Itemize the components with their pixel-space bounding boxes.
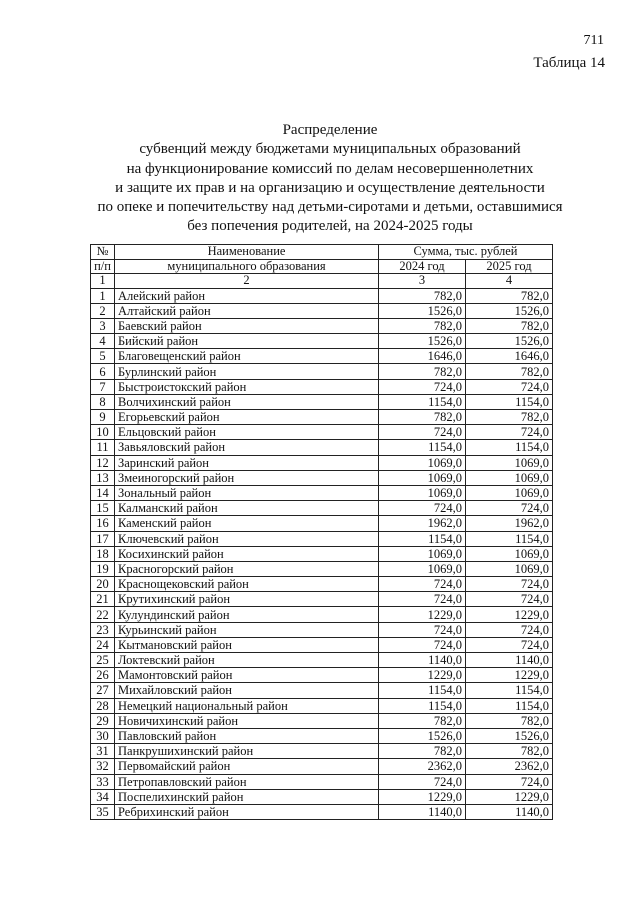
table-row <box>91 774 553 789</box>
amount-2024: 724,0 <box>379 379 466 394</box>
table-row <box>91 668 553 683</box>
row-number: 17 <box>91 531 115 546</box>
header-name-line2: муниципального образования <box>115 259 379 274</box>
row-number: 21 <box>91 592 115 607</box>
heading-line: по опеке и попечительству над детьми-сиротами и детьми, оставшимися <box>97 199 563 216</box>
amount-2025: 724,0 <box>466 637 553 652</box>
amount-2025: 782,0 <box>466 364 553 379</box>
header-col-index: 3 <box>379 274 466 289</box>
row-number: 20 <box>91 577 115 592</box>
table-row <box>91 607 553 622</box>
municipality-name: Завьяловский район <box>115 440 379 455</box>
table-label: Таблица 14 <box>533 55 605 71</box>
amount-2025: 782,0 <box>466 744 553 759</box>
municipality-name: Бийский район <box>115 334 379 349</box>
municipality-name: Каменский район <box>115 516 379 531</box>
row-number: 6 <box>91 364 115 379</box>
table-row <box>91 713 553 728</box>
amount-2024: 1229,0 <box>379 607 466 622</box>
table-row <box>91 394 553 409</box>
amount-2024: 724,0 <box>379 637 466 652</box>
table-row <box>91 470 553 485</box>
amount-2025: 2362,0 <box>466 759 553 774</box>
amount-2025: 1069,0 <box>466 470 553 485</box>
amount-2025: 724,0 <box>466 501 553 516</box>
row-number: 14 <box>91 485 115 500</box>
municipality-name: Поспелихинский район <box>115 789 379 804</box>
table-row <box>91 288 553 303</box>
amount-2024: 724,0 <box>379 501 466 516</box>
amount-2024: 1140,0 <box>379 653 466 668</box>
amount-2025: 724,0 <box>466 774 553 789</box>
municipality-name: Ельцовский район <box>115 425 379 440</box>
table-row <box>91 516 553 531</box>
amount-2025: 1526,0 <box>466 303 553 318</box>
amount-2025: 1069,0 <box>466 546 553 561</box>
municipality-name: Благовещенский район <box>115 349 379 364</box>
row-number: 30 <box>91 728 115 743</box>
header-name-line1: Наименование <box>115 245 379 260</box>
amount-2025: 1229,0 <box>466 789 553 804</box>
table-row <box>91 789 553 804</box>
amount-2024: 1154,0 <box>379 440 466 455</box>
amount-2025: 724,0 <box>466 592 553 607</box>
municipality-name: Егорьевский район <box>115 410 379 425</box>
amount-2025: 782,0 <box>466 410 553 425</box>
amount-2024: 724,0 <box>379 774 466 789</box>
municipality-name: Новичихинский район <box>115 713 379 728</box>
municipality-name: Первомайский район <box>115 759 379 774</box>
row-number: 5 <box>91 349 115 364</box>
row-number: 35 <box>91 804 115 819</box>
amount-2025: 1229,0 <box>466 668 553 683</box>
municipality-name: Волчихинский район <box>115 394 379 409</box>
municipality-name: Алтайский район <box>115 303 379 318</box>
table-row <box>91 698 553 713</box>
row-number: 15 <box>91 501 115 516</box>
heading-line: на функционирование комиссий по делам несовершеннолетних <box>126 160 534 177</box>
document-heading <box>60 121 600 237</box>
table-row <box>91 440 553 455</box>
amount-2025: 1229,0 <box>466 607 553 622</box>
municipality-name: Калманский район <box>115 501 379 516</box>
header-col-index: 2 <box>115 274 379 289</box>
municipality-name: Кулундинский район <box>115 607 379 622</box>
row-number: 11 <box>91 440 115 455</box>
row-number: 10 <box>91 425 115 440</box>
row-number: 28 <box>91 698 115 713</box>
table-body <box>91 288 553 820</box>
table-row <box>91 379 553 394</box>
table-row <box>91 303 553 318</box>
table-row <box>91 546 553 561</box>
amount-2024: 1069,0 <box>379 546 466 561</box>
amount-2025: 1646,0 <box>466 349 553 364</box>
amount-2024: 782,0 <box>379 364 466 379</box>
row-number: 8 <box>91 394 115 409</box>
amount-2025: 1069,0 <box>466 561 553 576</box>
amount-2025: 1069,0 <box>466 455 553 470</box>
header-num-line2: п/п <box>91 259 115 274</box>
row-number: 33 <box>91 774 115 789</box>
amount-2025: 782,0 <box>466 713 553 728</box>
page-number: 711 <box>583 33 604 48</box>
table-row <box>91 425 553 440</box>
amount-2024: 724,0 <box>379 577 466 592</box>
row-number: 2 <box>91 303 115 318</box>
header-col-index: 1 <box>91 274 115 289</box>
heading-line: субвенций между бюджетами муниципальных образований <box>139 141 521 158</box>
row-number: 22 <box>91 607 115 622</box>
table-row <box>91 592 553 607</box>
amount-2024: 1154,0 <box>379 531 466 546</box>
municipality-name: Курьинский район <box>115 622 379 637</box>
municipality-name: Локтевский район <box>115 653 379 668</box>
table-row <box>91 349 553 364</box>
heading-line: без попечения родителей, на 2024-2025 годы <box>187 218 473 235</box>
municipality-name: Павловский район <box>115 728 379 743</box>
municipality-name: Немецкий национальный район <box>115 698 379 713</box>
amount-2024: 1069,0 <box>379 455 466 470</box>
table-row <box>91 364 553 379</box>
row-number: 3 <box>91 318 115 333</box>
amount-2024: 1229,0 <box>379 789 466 804</box>
row-number: 31 <box>91 744 115 759</box>
amount-2025: 1140,0 <box>466 653 553 668</box>
amount-2024: 782,0 <box>379 713 466 728</box>
amount-2024: 1154,0 <box>379 683 466 698</box>
amount-2024: 724,0 <box>379 425 466 440</box>
row-number: 12 <box>91 455 115 470</box>
amount-2025: 724,0 <box>466 622 553 637</box>
amount-2025: 724,0 <box>466 379 553 394</box>
amount-2025: 724,0 <box>466 577 553 592</box>
table-row <box>91 577 553 592</box>
table-row <box>91 485 553 500</box>
amount-2024: 2362,0 <box>379 759 466 774</box>
municipality-name: Алейский район <box>115 288 379 303</box>
table-row <box>91 759 553 774</box>
municipality-name: Бурлинский район <box>115 364 379 379</box>
municipality-name: Панкрушихинский район <box>115 744 379 759</box>
amount-2024: 782,0 <box>379 410 466 425</box>
municipality-name: Заринский район <box>115 455 379 470</box>
header-sum: Сумма, тыс. рублей <box>379 245 553 260</box>
amount-2025: 1154,0 <box>466 531 553 546</box>
table-row <box>91 455 553 470</box>
amount-2025: 782,0 <box>466 318 553 333</box>
amount-2025: 1069,0 <box>466 485 553 500</box>
table-row <box>91 744 553 759</box>
amount-2025: 1962,0 <box>466 516 553 531</box>
municipality-name: Ребрихинский район <box>115 804 379 819</box>
municipality-name: Зональный район <box>115 485 379 500</box>
row-number: 13 <box>91 470 115 485</box>
row-number: 26 <box>91 668 115 683</box>
table-row <box>91 410 553 425</box>
amount-2024: 1962,0 <box>379 516 466 531</box>
row-number: 23 <box>91 622 115 637</box>
amount-2025: 724,0 <box>466 425 553 440</box>
row-number: 9 <box>91 410 115 425</box>
row-number: 18 <box>91 546 115 561</box>
row-number: 19 <box>91 561 115 576</box>
amount-2024: 1526,0 <box>379 334 466 349</box>
municipality-name: Баевский район <box>115 318 379 333</box>
table-row <box>91 622 553 637</box>
amount-2024: 782,0 <box>379 744 466 759</box>
amount-2024: 1646,0 <box>379 349 466 364</box>
amount-2025: 1526,0 <box>466 334 553 349</box>
municipality-name: Змеиногорский район <box>115 470 379 485</box>
heading-line: и защите их прав и на организацию и осуществление деятельности <box>115 179 545 196</box>
amount-2024: 1229,0 <box>379 668 466 683</box>
municipality-name: Петропавловский район <box>115 774 379 789</box>
heading-line: Распределение <box>282 122 378 138</box>
amount-2024: 724,0 <box>379 592 466 607</box>
table-row <box>91 637 553 652</box>
row-number: 7 <box>91 379 115 394</box>
table-row <box>91 561 553 576</box>
amount-2024: 1069,0 <box>379 561 466 576</box>
row-number: 29 <box>91 713 115 728</box>
table-row <box>91 683 553 698</box>
municipality-name: Мамонтовский район <box>115 668 379 683</box>
amount-2024: 1526,0 <box>379 303 466 318</box>
header-col-index: 4 <box>466 274 553 289</box>
row-number: 1 <box>91 288 115 303</box>
amount-2024: 1154,0 <box>379 698 466 713</box>
amount-2025: 1526,0 <box>466 728 553 743</box>
row-number: 4 <box>91 334 115 349</box>
distribution-table <box>90 244 553 820</box>
municipality-name: Ключевский район <box>115 531 379 546</box>
table-row <box>91 531 553 546</box>
amount-2025: 1154,0 <box>466 698 553 713</box>
amount-2024: 1526,0 <box>379 728 466 743</box>
table-row <box>91 804 553 819</box>
municipality-name: Крутихинский район <box>115 592 379 607</box>
amount-2024: 1140,0 <box>379 804 466 819</box>
municipality-name: Быстроистокский район <box>115 379 379 394</box>
municipality-name: Краснощековский район <box>115 577 379 592</box>
amount-2024: 1069,0 <box>379 470 466 485</box>
row-number: 27 <box>91 683 115 698</box>
municipality-name: Кытмановский район <box>115 637 379 652</box>
amount-2024: 1154,0 <box>379 394 466 409</box>
amount-2025: 782,0 <box>466 288 553 303</box>
amount-2024: 724,0 <box>379 622 466 637</box>
amount-2025: 1140,0 <box>466 804 553 819</box>
header-year-2025: 2025 год <box>466 259 553 274</box>
municipality-name: Михайловский район <box>115 683 379 698</box>
table-row <box>91 653 553 668</box>
amount-2025: 1154,0 <box>466 683 553 698</box>
row-number: 24 <box>91 637 115 652</box>
row-number: 16 <box>91 516 115 531</box>
row-number: 25 <box>91 653 115 668</box>
header-year-2024: 2024 год <box>379 259 466 274</box>
row-number: 34 <box>91 789 115 804</box>
amount-2024: 1069,0 <box>379 485 466 500</box>
header-num-line1: № <box>91 245 115 260</box>
amount-2025: 1154,0 <box>466 440 553 455</box>
amount-2024: 782,0 <box>379 318 466 333</box>
municipality-name: Красногорский район <box>115 561 379 576</box>
row-number: 32 <box>91 759 115 774</box>
table-row <box>91 334 553 349</box>
municipality-name: Косихинский район <box>115 546 379 561</box>
table-row <box>91 501 553 516</box>
table-row <box>91 728 553 743</box>
table-row <box>91 318 553 333</box>
amount-2024: 782,0 <box>379 288 466 303</box>
amount-2025: 1154,0 <box>466 394 553 409</box>
